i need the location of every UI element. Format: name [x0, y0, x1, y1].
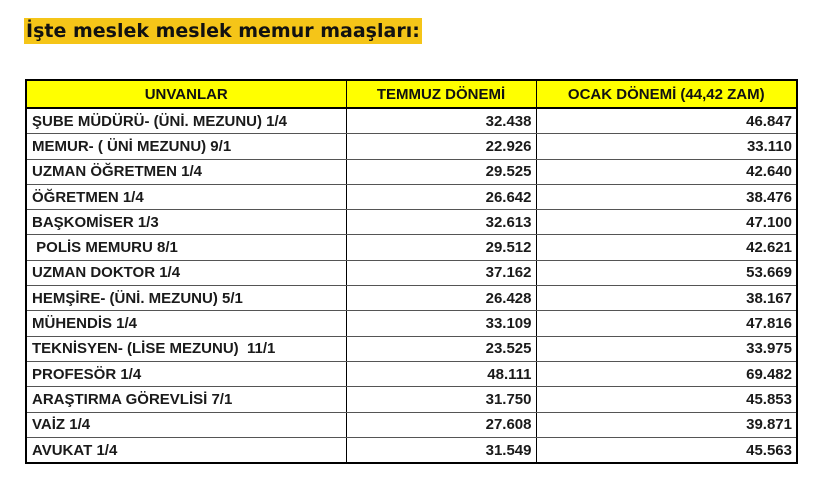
table-header-row	[26, 80, 797, 108]
title-cell: HEMŞİRE- (ÜNİ. MEZUNU) 5/1	[26, 286, 346, 311]
table-row	[26, 311, 797, 336]
table-row	[26, 336, 797, 361]
january-salary-cell: 46.847	[536, 108, 797, 134]
title-cell: MÜHENDİS 1/4	[26, 311, 346, 336]
title-cell: MEMUR- ( ÜNİ MEZUNU) 9/1	[26, 134, 346, 159]
table-row	[26, 286, 797, 311]
july-salary-cell: 27.608	[346, 412, 536, 437]
january-salary-cell: 47.816	[536, 311, 797, 336]
title-cell: ŞUBE MÜDÜRÜ- (ÜNİ. MEZUNU) 1/4	[26, 108, 346, 134]
july-salary-cell: 37.162	[346, 260, 536, 285]
july-salary-cell: 32.613	[346, 210, 536, 235]
table-row	[26, 361, 797, 386]
title-cell: VAİZ 1/4	[26, 412, 346, 437]
january-salary-cell: 38.476	[536, 184, 797, 209]
january-salary-cell: 42.640	[536, 159, 797, 184]
table-row	[26, 437, 797, 463]
january-salary-cell: 39.871	[536, 412, 797, 437]
january-salary-cell: 42.621	[536, 235, 797, 260]
table-row	[26, 134, 797, 159]
title-cell: UZMAN ÖĞRETMEN 1/4	[26, 159, 346, 184]
july-salary-cell: 26.428	[346, 286, 536, 311]
january-salary-cell: 45.853	[536, 387, 797, 412]
header-ocak: OCAK DÖNEMİ (44,42 ZAM)	[536, 80, 797, 108]
july-salary-cell: 31.549	[346, 437, 536, 463]
table-row	[26, 108, 797, 134]
july-salary-cell: 48.111	[346, 361, 536, 386]
salary-table	[25, 79, 798, 464]
title-cell: UZMAN DOKTOR 1/4	[26, 260, 346, 285]
january-salary-cell: 33.110	[536, 134, 797, 159]
july-salary-cell: 33.109	[346, 311, 536, 336]
july-salary-cell: 29.512	[346, 235, 536, 260]
january-salary-cell: 33.975	[536, 336, 797, 361]
table-row	[26, 387, 797, 412]
july-salary-cell: 31.750	[346, 387, 536, 412]
january-salary-cell: 53.669	[536, 260, 797, 285]
title-cell: AVUKAT 1/4	[26, 437, 346, 463]
heading-container	[24, 18, 422, 44]
table-row	[26, 184, 797, 209]
header-unvanlar: UNVANLAR	[26, 80, 346, 108]
table-row	[26, 235, 797, 260]
title-cell: ÖĞRETMEN 1/4	[26, 184, 346, 209]
title-cell: PROFESÖR 1/4	[26, 361, 346, 386]
july-salary-cell: 23.525	[346, 336, 536, 361]
table-row	[26, 159, 797, 184]
july-salary-cell: 26.642	[346, 184, 536, 209]
table-row	[26, 412, 797, 437]
january-salary-cell: 69.482	[536, 361, 797, 386]
july-salary-cell: 32.438	[346, 108, 536, 134]
january-salary-cell: 38.167	[536, 286, 797, 311]
header-temmuz: TEMMUZ DÖNEMİ	[346, 80, 536, 108]
title-cell: TEKNİSYEN- (LİSE MEZUNU) 11/1	[26, 336, 346, 361]
page-heading: İşte meslek meslek memur maaşları:	[26, 20, 420, 42]
title-cell: POLİS MEMURU 8/1	[26, 235, 346, 260]
title-cell: ARAŞTIRMA GÖREVLİSİ 7/1	[26, 387, 346, 412]
table-row	[26, 260, 797, 285]
table-row	[26, 210, 797, 235]
title-cell: BAŞKOMİSER 1/3	[26, 210, 346, 235]
january-salary-cell: 47.100	[536, 210, 797, 235]
january-salary-cell: 45.563	[536, 437, 797, 463]
july-salary-cell: 22.926	[346, 134, 536, 159]
july-salary-cell: 29.525	[346, 159, 536, 184]
